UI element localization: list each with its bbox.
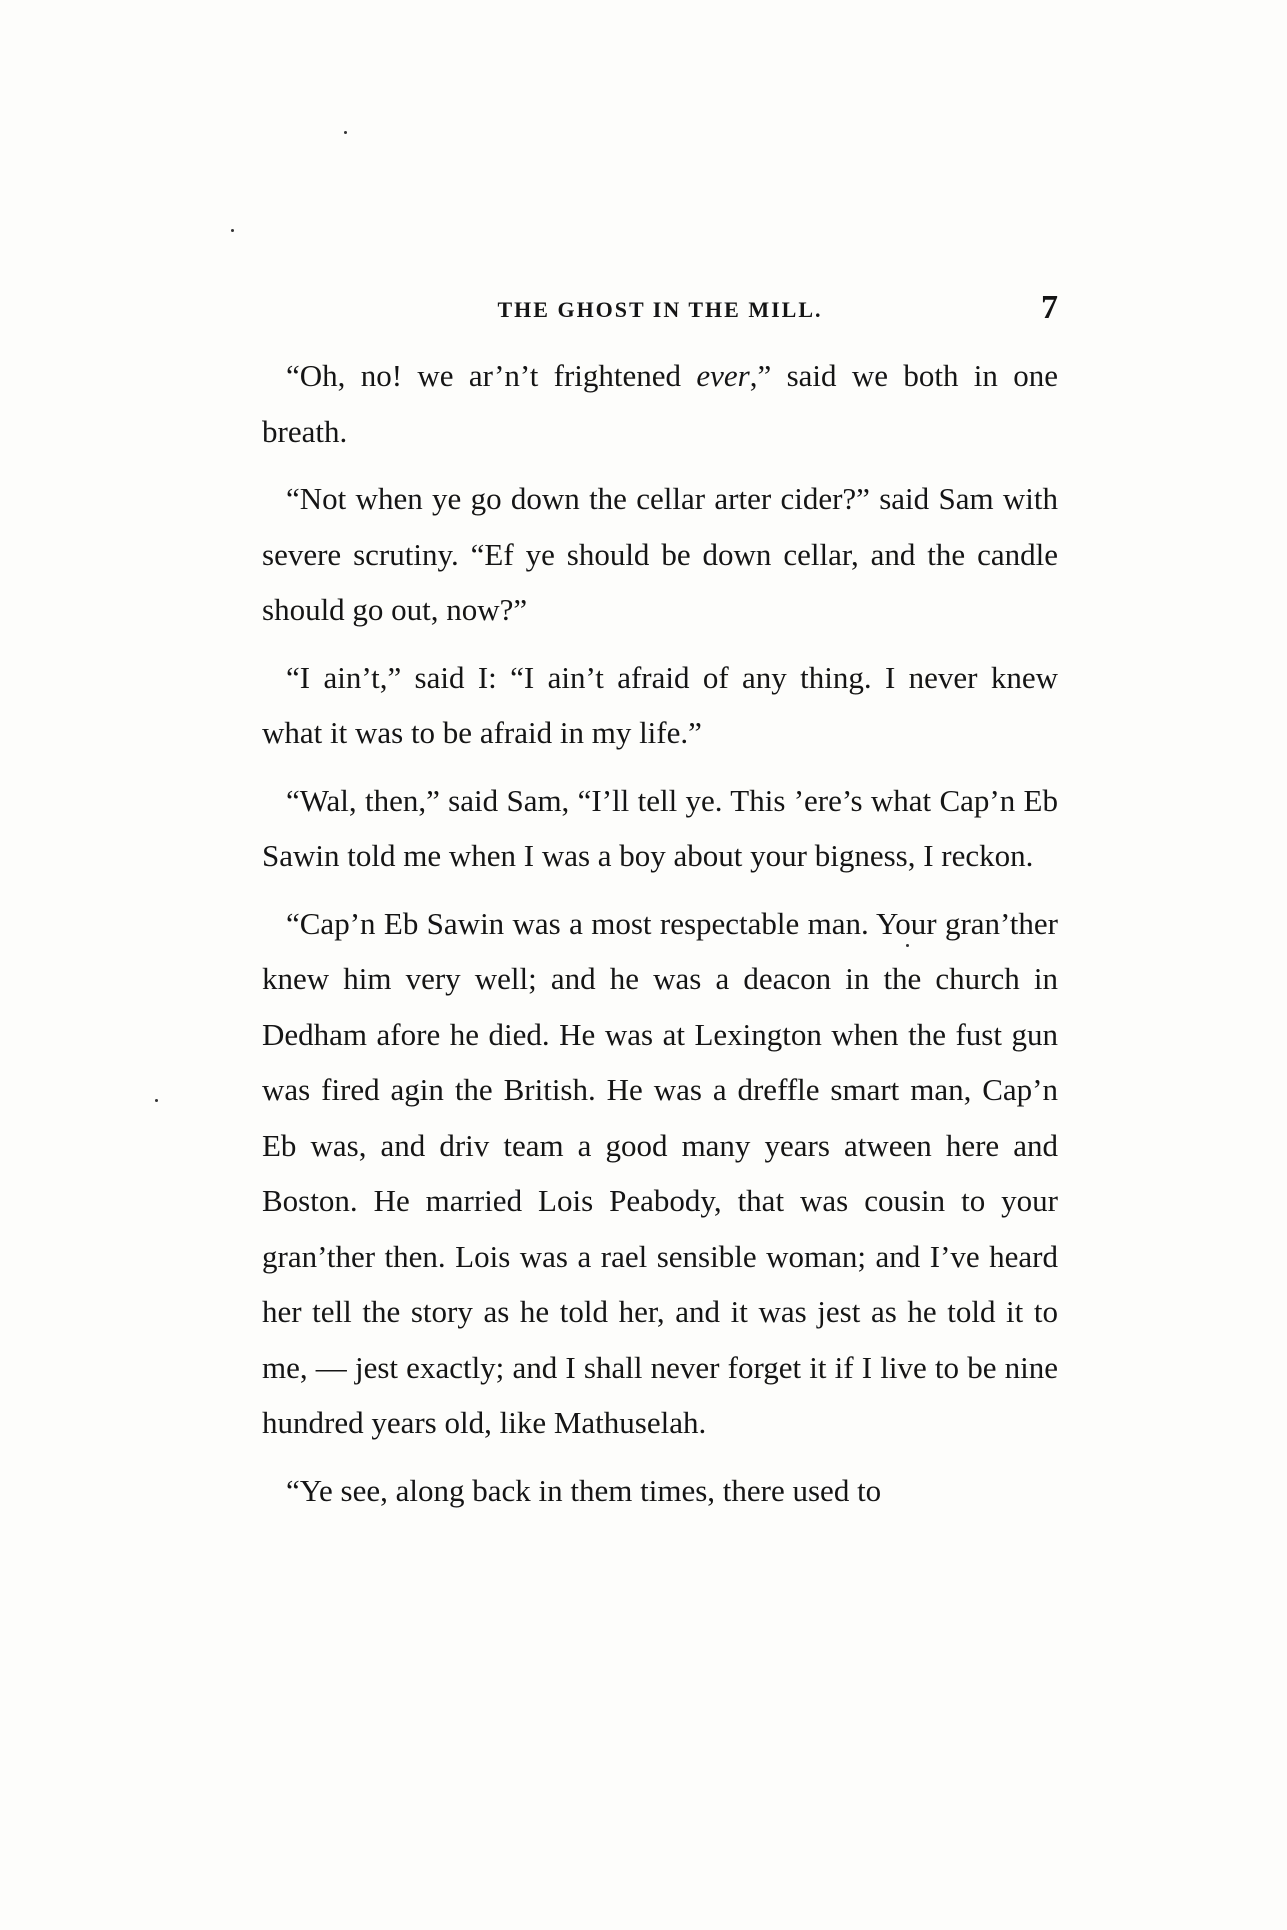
paragraph: “I ain’t,” said I: “I ain’t afraid of any thing. I never knew what it was to be afraid in my life.” [262, 659, 1058, 750]
paragraph: “Ye see, along back in them times, there used to [286, 1472, 882, 1508]
paper-speck [344, 131, 347, 134]
paragraph: “Not when ye go down the cellar arter cider?” said Sam with severe scrutiny. “Ef ye should be down cellar, and the candle should go out, now?” [262, 481, 1058, 627]
running-head [262, 289, 1058, 328]
page-number: 7 [1041, 289, 1058, 326]
paragraph [262, 348, 1058, 459]
body-text [262, 348, 1058, 1530]
paragraph: “Cap’n Eb Sawin was a most respectable man. Your gran’ther knew him very well; and he was a deacon in the church in Dedham afore he died. He was at Lexington when the fust gun was fired agin the British. He was a dreffle smart man, Cap’n Eb was, and driv team a good many years atween here and Boston. He married Lois Peabody, that was cousin to your gran’ther then. Lois was a rael sensible woman; and I’ve heard her tell the story as he told her, and it was jest as he told it to me, — jest exactly; and I shall never forget it if I live to be nine hundred years old, like Mathuselah. [262, 905, 1058, 1440]
paragraph-text: ,” said we both in one breath. [262, 358, 1058, 449]
paper-speck [231, 229, 234, 232]
paragraph: “Wal, then,” said Sam, “I’ll tell ye. This ’ere’s what Cap’n Eb Sawin told me when I was a boy about your bigness, I reckon. [262, 782, 1058, 873]
emphasized-word: ever [696, 358, 750, 393]
running-title: THE GHOST IN THE MILL. [497, 297, 823, 322]
paragraph-text: “Oh, no! we ar’n’t frightened [286, 358, 697, 393]
paper-speck [155, 1099, 158, 1102]
